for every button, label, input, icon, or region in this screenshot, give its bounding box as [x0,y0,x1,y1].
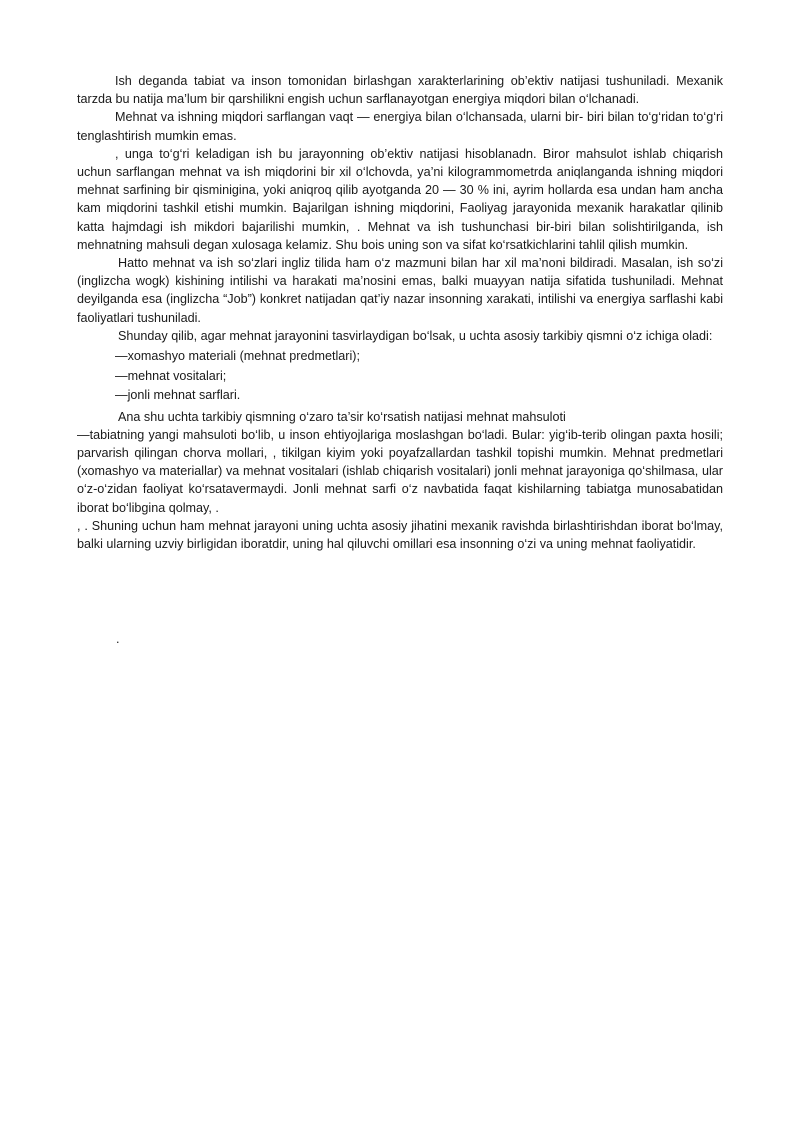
paragraph-5: Shunday qilib, agar mehnat jarayonini tasvirlaydigan bo‘lsak, u uchta asosiy tarkibiy qismni o‘z ichiga oladi: [118,328,713,343]
paragraph-7: —tabiatning yangi mahsuloti bo‘lib, u inson ehtiyojlariga moslashgan bo‘ladi. Bular: yig‘ib-terib olingan paxta hosili; parvarish qilingan chorva mollari, , tikilgan kiyim yoki poyafzallardan tashkil topishi mumkin. Mehnat predmetlari (xomashyo va materiallar) va mehnat vositalari (ishlab chiqarish vositalari) jonli mehnat jarayoniga qo‘shilmasa, ular o‘z-o‘zidan faoliyat ko‘rsatavermaydi. Jonli mehnat sarfi o‘z navbatida faqat kishilarning tabiatga munosabatidan iborat bo‘libgina qolmay, . [77,427,723,515]
list-item: —mehnat vositalari; [115,368,227,383]
list-item: —jonli mehnat sarflari. [115,388,241,403]
paragraph-1: Ish deganda tabiat va inson tomonidan birlashgan xarakterlarining ob’ektiv natijasi tushuniladi. Mexanik tarzda bu natija ma’lum bir qarshilikni engish uchun sarflanayotgan energiya miqdori bilan o‘lchanadi. [77,74,723,107]
paragraph-4: Hatto mehnat va ish so‘zlari ingliz tilida ham o‘z mazmuni bilan har xil ma’noni bildiradi. Masalan, ish so‘zi (inglizcha wogk) kishining intilishi va harakati ma’nosini emas, balki muayyan natija sifatida tushuniladi. Mehnat deyilganda esa (inglizcha “Job”) konkret natijadan qat’iy nazar insonning xarakati, intilishi va energiya sarflashi kabi faoliyatlari tushuniladi. [77,256,723,325]
paragraph-2: Mehnat va ishning miqdori sarflangan vaqt — energiya bilan o‘lchansada, ularni bir- biri bilan to‘g‘ridan to‘g‘ri tenglashtirish mumkin emas. [77,110,723,143]
trailing-mark: . [116,632,120,646]
document-body [77,72,723,553]
paragraph-6: Ana shu uchta tarkibiy qismning o‘zaro ta’sir ko‘rsatish natijasi mehnat mahsuloti [118,409,566,424]
paragraph-3: , unga to‘g‘ri keladigan ish bu jarayonning ob’ektiv natijasi hisoblanadn. Biror mahsulot ishlab chiqarish uchun sarflangan mehnat va ish miqdorini bir xil o‘lchovda, ya’ni kilogrammometrda aniqlanganda ishning miqdori mehnat sarfining bir qisminigina, yoki aniqroq qilib ayotganda 20 — 30 % ini, ayrim hollarda esa undan ham ancha kam miqdorini tashkil etishi mumkin. Bajarilgan ishning miqdorini, Faoliyag jarayonida mexanik harakatlar qilinib katta hajmdagi ish mikdori bajarilishi mumkin, . Mehnat va ish tushunchasi bir-biri bilan solishtirilganda, ish mehnatning mahsuli degan xulosaga kelamiz. Shu bois uning son va sifat ko‘rsatkichlarini tahlil qilish mumkin. [77,146,723,252]
list-item: —xomashyo materiali (mehnat predmetlari); [115,349,360,364]
paragraph-8: , . Shuning uchun ham mehnat jarayoni uning uchta asosiy jihatini mexanik ravishda birlashtirishdan iborat bo‘lmay, balki ularning uzviy birligidan iboratdir, uning hal qiluvchi omillari esa insonning o‘zi va uning mehnat faoliyatidir. [77,518,723,551]
